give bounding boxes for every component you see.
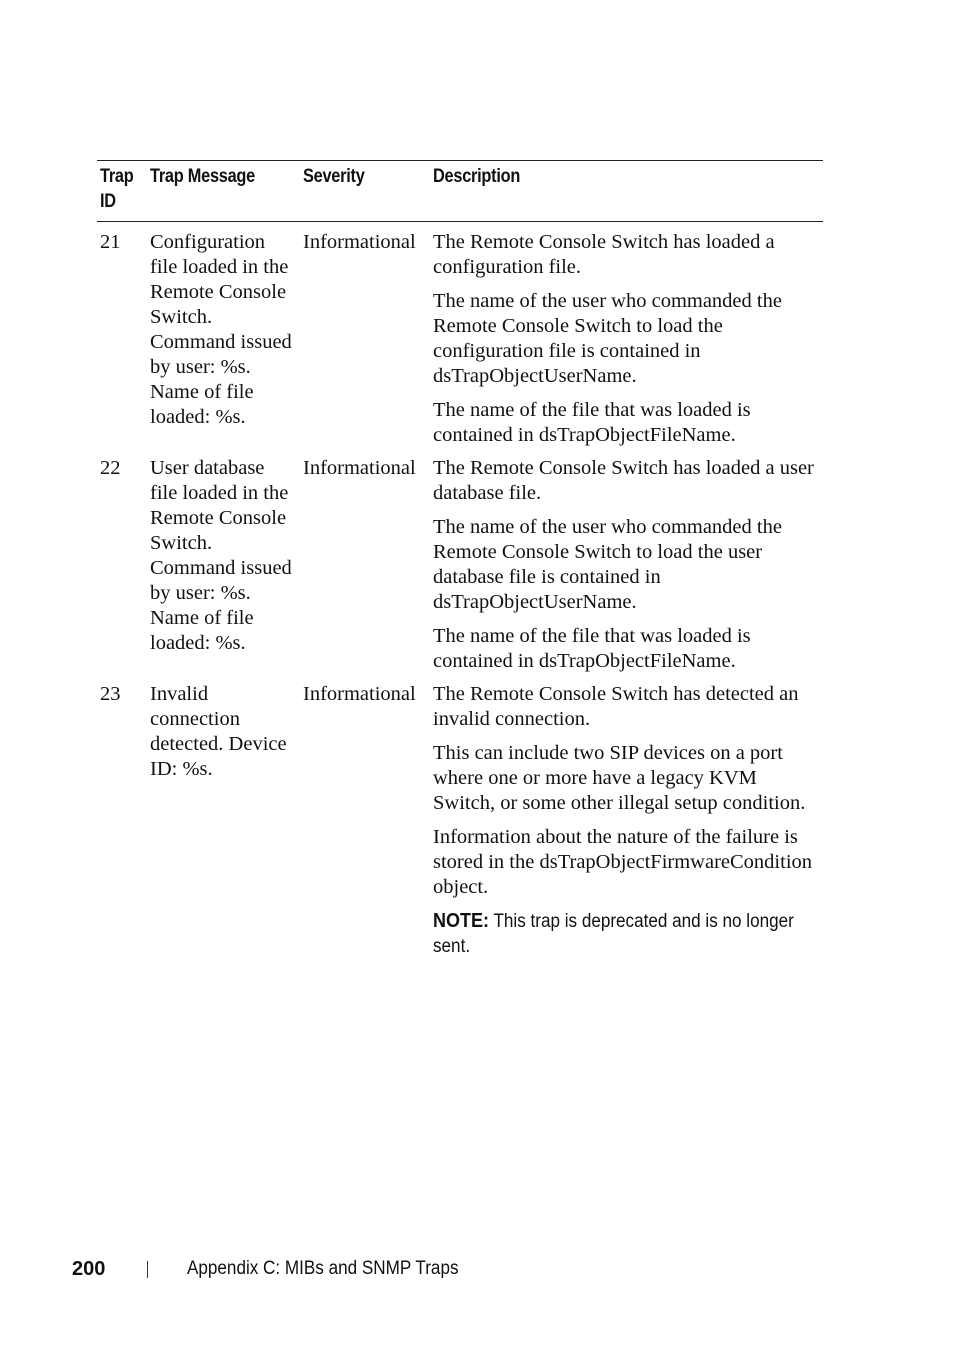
description-paragraph: Information about the nature of the failure is stored in the dsTrapObjectFirmwareCondition object. [433,826,813,898]
footer-divider [147,1261,148,1278]
header-trap-id [97,161,147,222]
severity-cell: Informational [303,683,416,705]
description-paragraph: The Remote Console Switch has loaded a configuration file. [433,231,775,278]
header-description [430,161,823,222]
trap-message-cell: Invalid connection detected. Device ID: %s. [150,683,287,780]
description-paragraph: The name of the user who commanded the Remote Console Switch to load the user database file is contained in dsTrapObjectUserName. [433,516,782,613]
table-row [97,448,823,674]
header-description-label: Description [433,166,521,187]
trap-message-cell: Configuration file loaded in the Remote Console Switch. Command issued by user: %s. Name of file loaded: %s. [150,231,292,428]
page-number: 200 [72,1258,106,1280]
header-trap-message-label: Trap Message [150,166,255,187]
table-row [97,222,823,449]
header-severity-label: Severity [303,166,365,187]
trap-table [97,160,823,959]
description-paragraph: The name of the file that was loaded is contained in dsTrapObjectFileName. [433,625,751,672]
description-cell [430,222,823,449]
description-cell [430,674,823,959]
footer-section-title: Appendix C: MIBs and SNMP Traps [187,1258,459,1279]
description-cell [430,448,823,674]
note-text: This trap is deprecated and is no longer sent. [433,911,794,957]
trap-id-cell: 22 [100,457,121,479]
description-paragraph: The name of the user who commanded the Remote Console Switch to load the configuration file is contained in dsTrapObjectUserName. [433,290,782,387]
description-paragraph: The Remote Console Switch has detected an invalid connection. [433,683,799,730]
trap-id-cell: 23 [100,683,121,705]
note-box [433,909,819,959]
note-label: NOTE: [433,910,489,932]
header-severity [300,161,430,222]
table-row [97,674,823,959]
header-trap-message [147,161,300,222]
description-paragraph: The Remote Console Switch has loaded a user database file. [433,457,814,504]
trap-message-cell: User database file loaded in the Remote Console Switch. Command issued by user: %s. Name of file loaded: %s. [150,457,292,654]
description-paragraph: The name of the file that was loaded is contained in dsTrapObjectFileName. [433,399,751,446]
header-trap-id-label: Trap ID [100,166,134,212]
trap-id-cell: 21 [100,231,121,253]
severity-cell: Informational [303,231,416,253]
description-paragraph: This can include two SIP devices on a port where one or more have a legacy KVM Switch, or some other illegal setup condition. [433,742,806,814]
table-header-row [97,161,823,222]
severity-cell: Informational [303,457,416,479]
